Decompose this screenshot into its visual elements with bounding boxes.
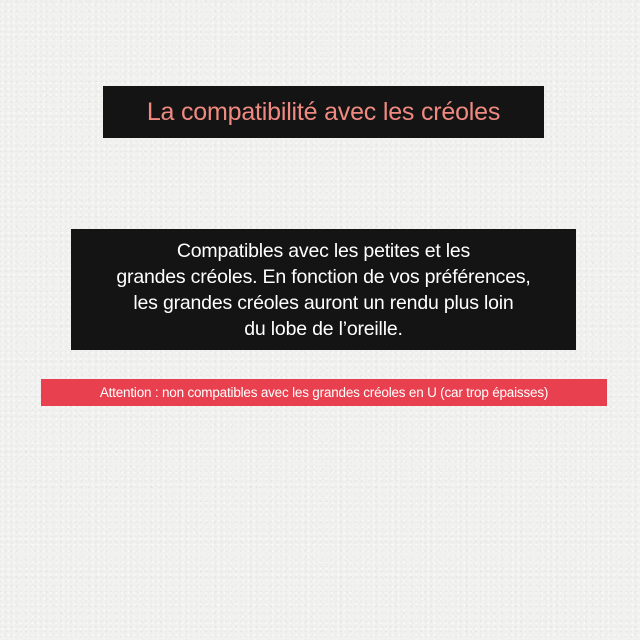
description-line-4: du lobe de l’oreille. bbox=[244, 317, 403, 340]
description-line-2: grandes créoles. En fonction de vos préférences, bbox=[116, 265, 531, 288]
description-line-3: les grandes créoles auront un rendu plus loin bbox=[133, 291, 514, 314]
title-text: La compatibilité avec les créoles bbox=[146, 97, 501, 126]
warning-text: Attention : non compatibles avec les grandes créoles en U (car trop épaisses) bbox=[99, 384, 549, 400]
description-box bbox=[71, 229, 576, 350]
title-banner bbox=[103, 86, 544, 138]
description-line-1: Compatibles avec les petites et les bbox=[176, 239, 471, 262]
warning-banner bbox=[41, 379, 607, 406]
